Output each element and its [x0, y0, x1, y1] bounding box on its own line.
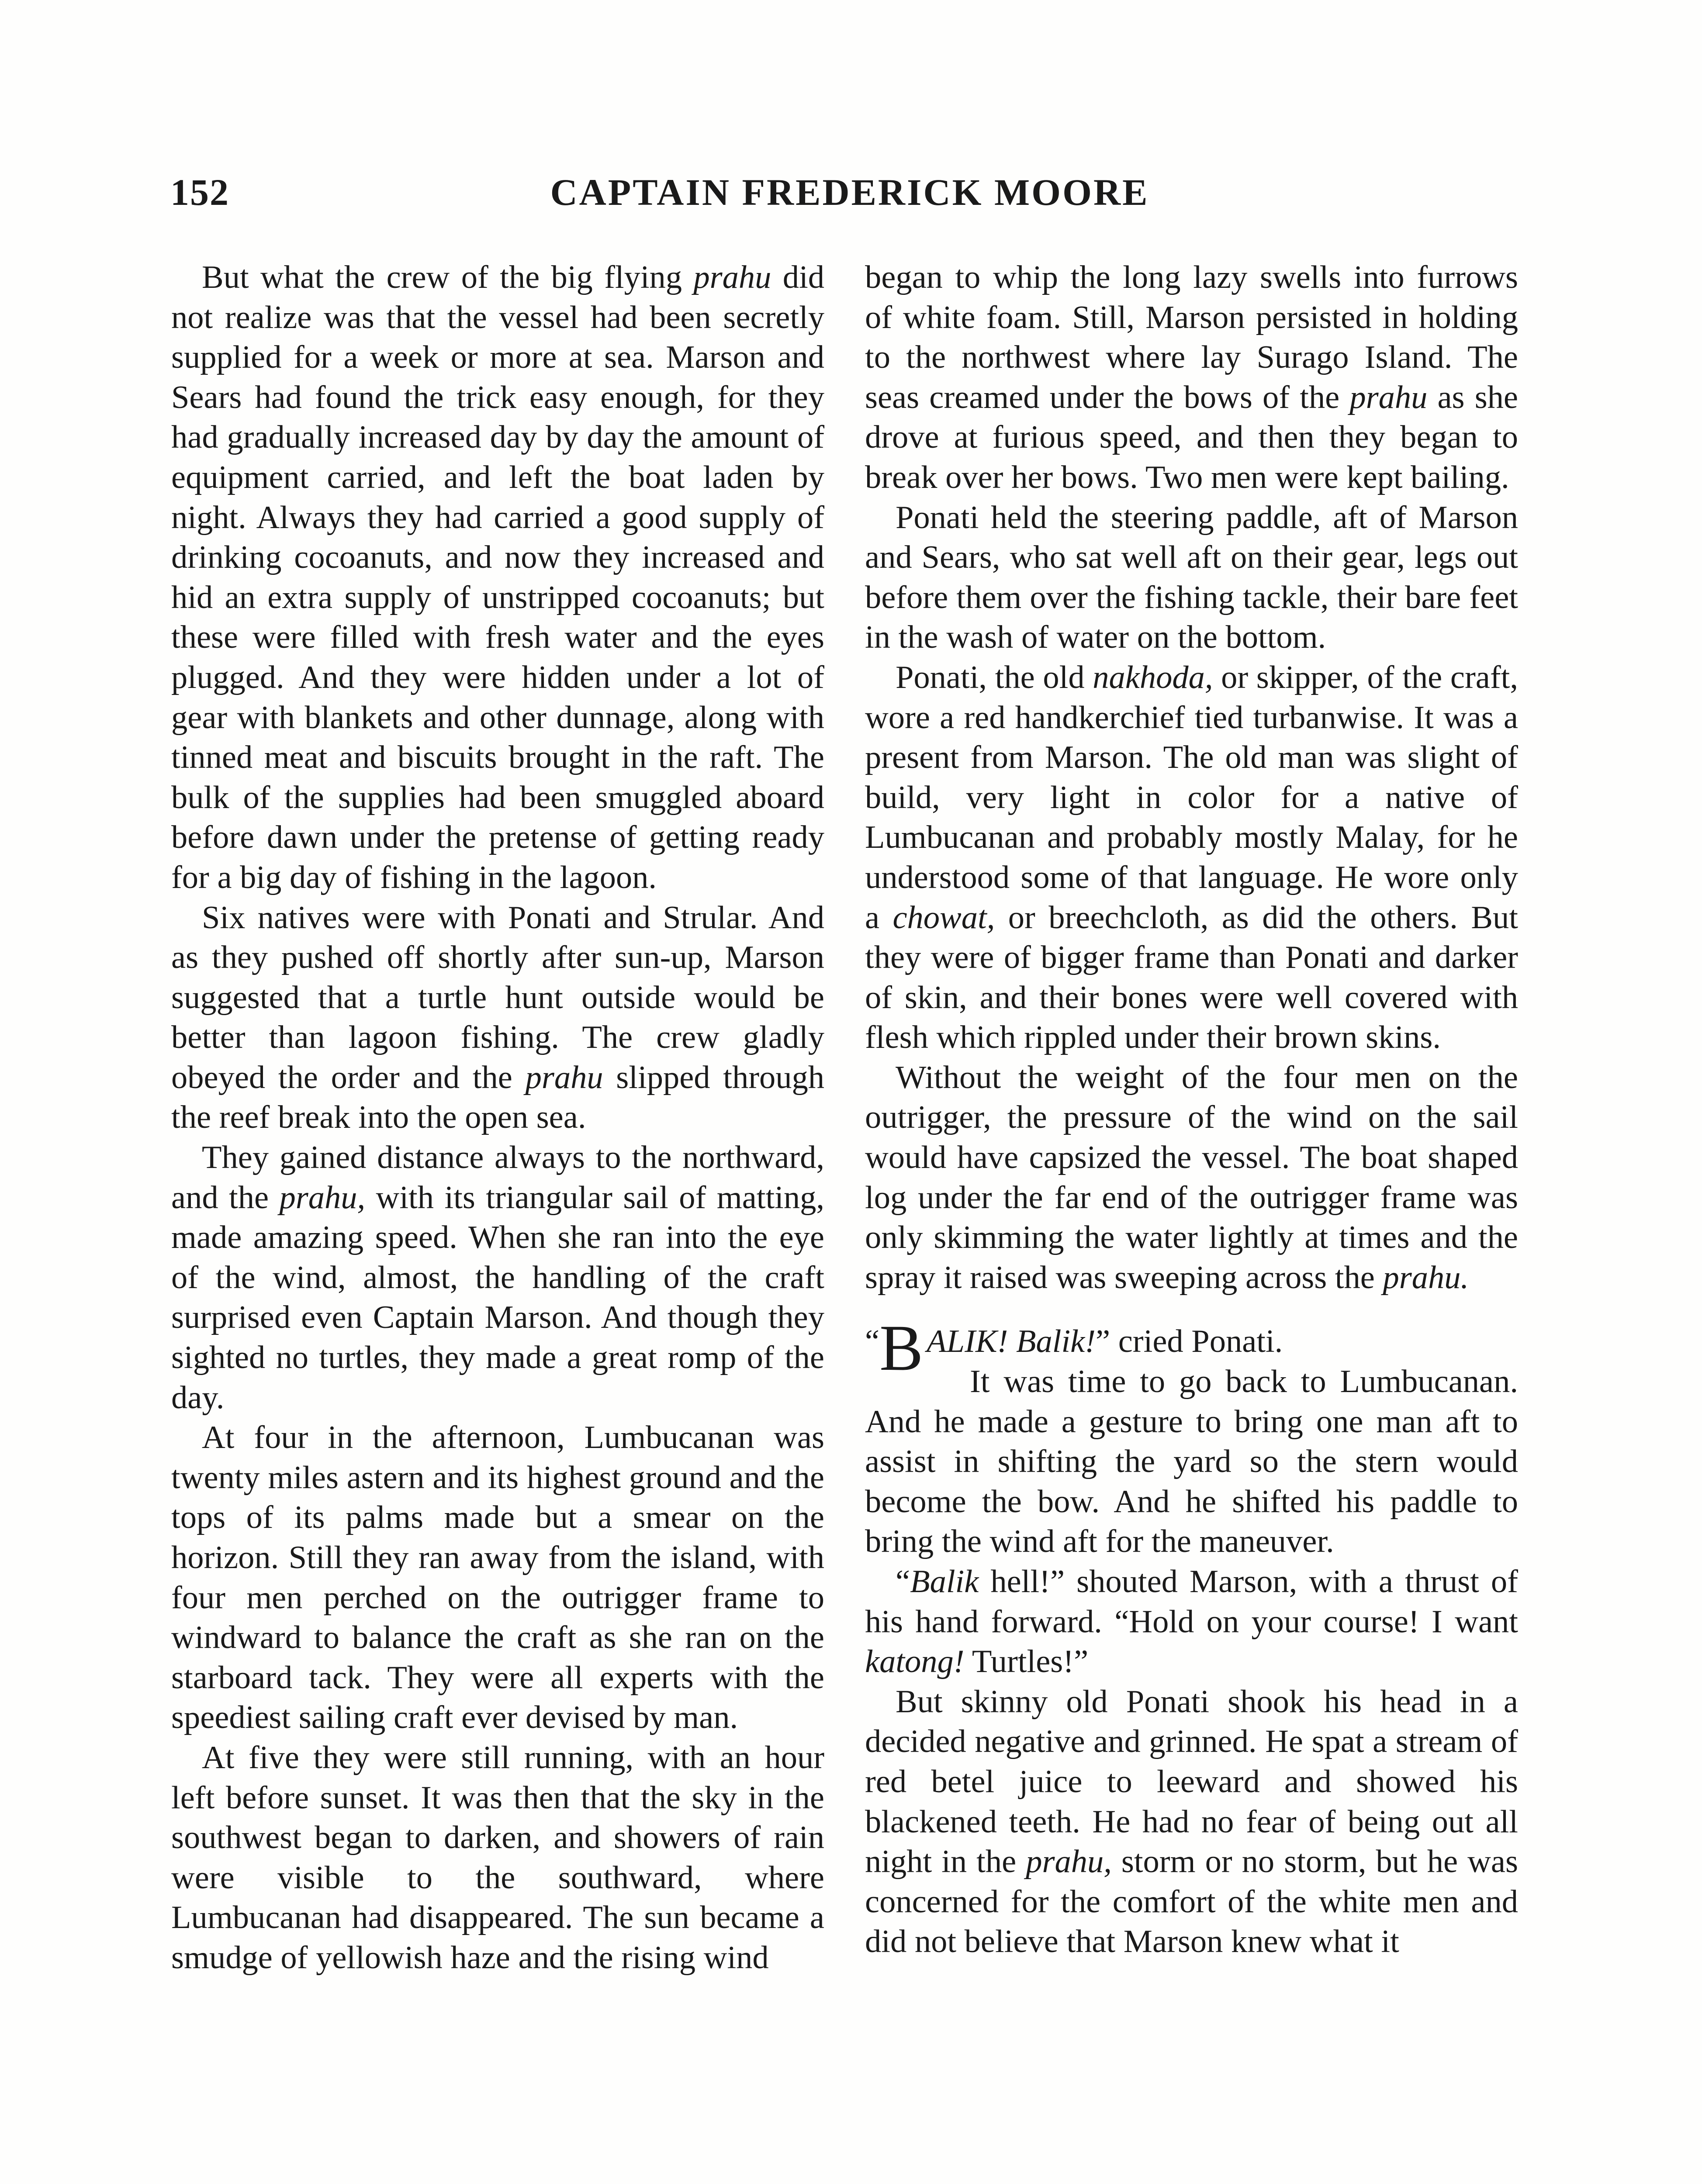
paragraph: At four in the afternoon, Lumbucanan was twenty miles astern and its highest ground and the tops of its palms made but a smear on the horizon. Still they ran away from the island, with four men perched on the outrigger frame to windward to balance the craft as she ran on the starboard tack. They were all experts with the speediest sailing craft ever devised by man. [171, 1420, 824, 1736]
section-opening: “ B ALIK! Balik!” cried Ponati. It was time to go back to Lumbucanan. And he made a gesture to bring one man aft to assist in shifting the yard so the stern would become the bow. And he shifted his paddle to bring the wind aft for the maneuver. [865, 1312, 1518, 1560]
paragraph: They gained distance always to the northward, and the prahu, with its triangular sail of matting, made amazing speed. When she ran into the eye of the wind, almost, the handling of the craft surprised even Captain Marson. And though they sighted no turtles, they made a great romp of the day. [171, 1140, 824, 1416]
paragraph: “Balik hell!” shouted Marson, with a thrust of his hand forward. “Hold on your course! I want katong! Turtles!” [865, 1564, 1518, 1680]
opening-quote: “ [865, 1324, 880, 1360]
paragraph: Ponati held the steering paddle, aft of Marson and Sears, who sat well aft on their gear, legs out before them over the fishing tackle, their bare feet in the wash of water on the bottom. [865, 499, 1518, 656]
page-number: 152 [170, 171, 229, 213]
right-column [865, 258, 1518, 1962]
paragraph: began to whip the long lazy swells into furrows of white foam. Still, Marson persisted in holding to the northwest where lay Surago Island. The seas creamed under the bows of the prahu as she drove at furious speed, and then they began to break over her bows. Two men were kept bailing. [865, 259, 1518, 495]
drop-cap: B [879, 1312, 924, 1385]
running-head: CAPTAIN FREDERICK MOORE [550, 171, 1149, 213]
paragraph: But skinny old Ponati shook his head in a decided negative and grinned. He spat a stream of red betel juice to leeward and showed his blackened teeth. He had no fear of being out all night in the prahu, storm or no storm, but he was concerned for the comfort of the white men and did not believe that Marson knew what it [865, 1683, 1518, 1960]
paragraph: Ponati, the old nakhoda, or skipper, of the craft, wore a red handkerchief tied turbanwise. It was a present from Marson. The old man was slight of build, very light in color for a native of Lumbucanan and probably mostly Malay, for he understood some of that language. He wore only a chowat, or breechcloth, as did the others. But they were of bigger frame than Ponati and darker of skin, and their bones were well covered with flesh which rippled under their brown skins. [865, 659, 1518, 1056]
left-column [171, 258, 824, 1978]
page-header [170, 170, 1529, 218]
paragraph: Without the weight of the four men on the outrigger, the pressure of the wind on the sail would have capsized the vessel. The boat shaped log under the far end of the outrigger frame was only skimming the water lightly at times and the spray it raised was sweeping across the prahu. [865, 1059, 1518, 1296]
paragraph: But what the crew of the big flying prahu did not realize was that the vessel had been secretly supplied for a week or more at sea. Marson and Sears had found the trick easy enough, for they had gradually increased day by day the amount of equipment carried, and left the boat laden by night. Always they had carried a good supply of drinking cocoanuts, and now they increased and hid an extra supply of unstripped cocoanuts; but these were filled with fresh water and the eyes plugged. And they were hidden under a lot of gear with blankets and other dunnage, along with tinned meat and biscuits brought in the raft. The bulk of the supplies had been smuggled aboard before dawn under the pretense of getting ready for a big day of fishing in the lagoon. [171, 259, 824, 895]
paragraph: At five they were still running, with an hour left before sunset. It was then that the sky in the southwest began to darken, and showers of rain were visible to the southward, where Lumbucanan had disappeared. The sun became a smudge of yellowish haze and the rising wind [171, 1739, 824, 1976]
paragraph: Six natives were with Ponati and Strular. And as they pushed off shortly after sun-up, Marson suggested that a turtle hunt outside would be better than lagoon fishing. The crew gladly obeyed the order and the prahu slipped through the reef break into the open sea. [171, 899, 825, 1136]
